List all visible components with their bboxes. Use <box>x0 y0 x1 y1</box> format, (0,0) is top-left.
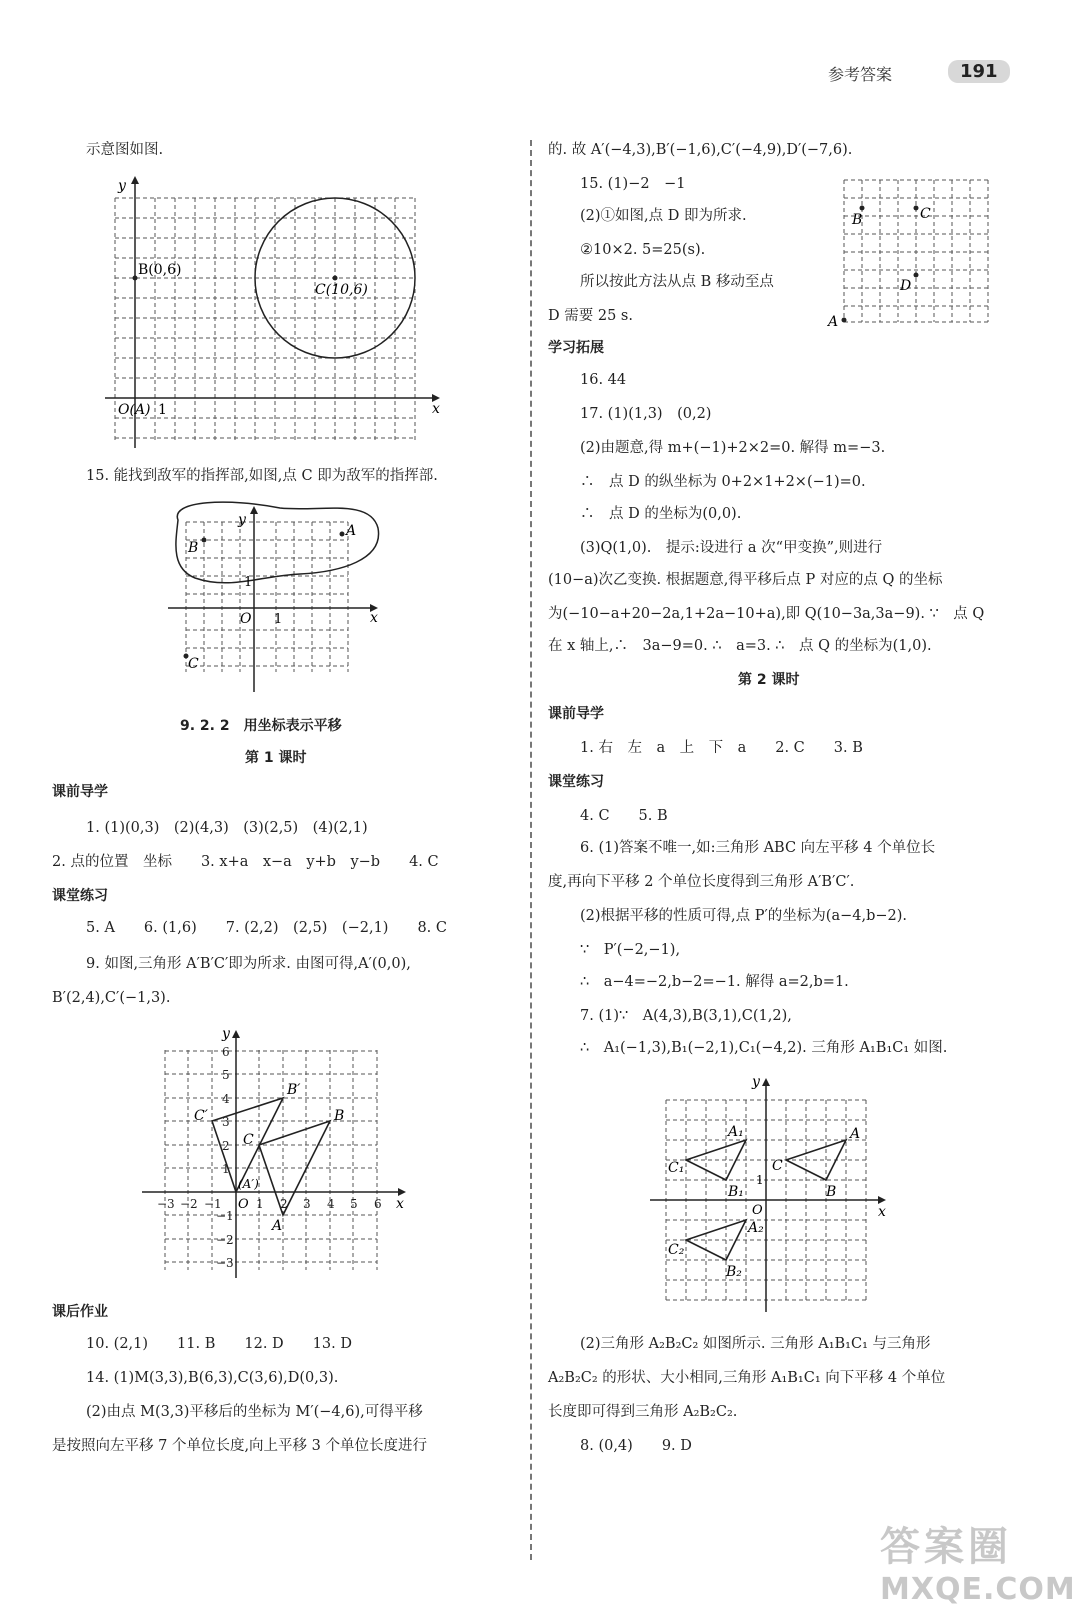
r-line-8: 8. (0,4) 9. D <box>580 1438 692 1454</box>
r-line-17d: ∴ 点 D 的坐标为(0,0). <box>580 506 742 522</box>
fig5-label-O: O <box>752 1203 763 1218</box>
heading-extension: 学习拓展 <box>548 340 604 356</box>
fig3-label-Bp: B′ <box>287 1082 301 1098</box>
answer-line-9b: B′(2,4),C′(−1,3). <box>52 990 171 1006</box>
fig3-xtick: −1 <box>204 1197 222 1211</box>
fig5-label-B: B <box>826 1184 837 1200</box>
answer-line-14b: (2)由点 M(3,3)平移后的坐标为 M′(−4,6),可得平移 <box>86 1404 423 1420</box>
fig1-label-1: 1 <box>158 402 167 418</box>
heading-class-practice-2: 课堂练习 <box>548 774 604 790</box>
r-line-17f: (10−a)次乙变换. 根据题意,得平移后点 P 对应的点 Q 的坐标 <box>548 572 943 588</box>
fig5-label-x: x <box>878 1204 886 1220</box>
fig3-label-A: A <box>272 1218 283 1234</box>
fig3-ytick: 6 <box>222 1045 230 1059</box>
answer-line-10: 10. (2,1) 11. B 12. D 13. D <box>86 1336 352 1352</box>
fig2-label-C: C <box>188 656 199 672</box>
r-line-6e: ∴ a−4=−2,b−2=−1. 解得 a=2,b=1. <box>580 974 849 990</box>
r-line-6b: 度,再向下平移 2 个单位长度得到三角形 A′B′C′. <box>548 874 855 890</box>
r-line-15a: 15. (1)−2 −1 <box>580 176 686 192</box>
fig5-label-A: A <box>850 1126 861 1142</box>
fig2-label-1x: 1 <box>274 612 283 627</box>
fig3-xtick: 3 <box>303 1197 311 1211</box>
answer-line-1: 1. (1)(0,3) (2)(4,3) (3)(2,5) (4)(2,1) <box>86 820 368 836</box>
intro-text: 示意图如图. <box>86 142 164 158</box>
fig4-label-D: D <box>900 278 912 294</box>
fig3-label-x: x <box>396 1196 404 1212</box>
answer-line-14a: 14. (1)M(3,3),B(6,3),C(3,6),D(0,3). <box>86 1370 339 1386</box>
fig3-label-C: C <box>243 1132 254 1148</box>
r-line-17e: (3)Q(1,0). 提示:设进行 a 次“甲变换”,则进行 <box>580 540 883 556</box>
r-line-6c: (2)根据平移的性质可得,点 P′的坐标为(a−4,b−2). <box>580 908 908 924</box>
fig5-label-y: y <box>752 1074 760 1090</box>
r-line-7c: (2)三角形 A₂B₂C₂ 如图所示. 三角形 A₁B₁C₁ 与三角形 <box>580 1336 931 1352</box>
r-line-p4: 4. C 5. B <box>580 808 668 824</box>
fig2-label-B: B <box>188 540 199 556</box>
r-line-15c: ②10×2. 5=25(s). <box>580 242 706 258</box>
fig3-xtick: 4 <box>327 1197 335 1211</box>
fig5-label-C1: C₁ <box>668 1160 685 1176</box>
fig2-label-x: x <box>370 610 378 626</box>
r-line-17b: (2)由题意,得 m+(−1)+2×2=0. 解得 m=−3. <box>580 440 886 456</box>
fig2-label-A: A <box>346 523 357 539</box>
r-line-15b: (2)①如图,点 D 即为所求. <box>580 208 747 224</box>
r-line-1: 的. 故 A′(−4,3),B′(−1,6),C′(−4,9),D′(−7,6). <box>548 142 853 158</box>
r-line-17g: 为(−10−a+20−2a,1+2a−10+a),即 Q(10−3a,3a−9). ∵ 点 Q <box>548 606 985 622</box>
fig2-label-1y: 1 <box>244 575 253 590</box>
heading-pre-study: 课前导学 <box>52 784 108 800</box>
heading-homework: 课后作业 <box>52 1304 108 1320</box>
heading-class-practice: 课堂练习 <box>52 888 108 904</box>
fig2-label-O: O <box>240 611 252 627</box>
fig3-ytick: 4 <box>222 1092 230 1106</box>
watermark-line-1: 答案圈 <box>880 1524 1012 1570</box>
r-line-7d: A₂B₂C₂ 的形状、大小相同,三角形 A₁B₁C₁ 向下平移 4 个单位 <box>548 1370 946 1386</box>
fig4-label-A: A <box>828 314 839 330</box>
fig3-label-B: B <box>334 1108 345 1124</box>
fig3-label-Cp: C′ <box>194 1108 208 1124</box>
answer-line-14c: 是按照向左平移 7 个单位长度,向上平移 3 个单位长度进行 <box>52 1438 427 1454</box>
fig3-ytick: −2 <box>216 1233 234 1247</box>
fig3-xtick: 2 <box>280 1197 288 1211</box>
fig5-label-B1: B₁ <box>728 1184 744 1200</box>
r-line-15d: 所以按此方法从点 B 移动至点 <box>580 274 774 290</box>
fig1-label-x: x <box>432 401 440 417</box>
fig5-label-A2: A₂ <box>748 1220 764 1236</box>
q15-text: 15. 能找到敌军的指挥部,如图,点 C 即为敌军的指挥部. <box>86 468 438 484</box>
fig3-xtick: 1 <box>256 1197 264 1211</box>
fig3-ytick: 1 <box>222 1162 230 1176</box>
r-line-7a: 7. (1)∵ A(4,3),B(3,1),C(1,2), <box>580 1008 792 1024</box>
fig3-label-Ap: (A′) <box>238 1177 259 1191</box>
fig5-label-1: 1 <box>756 1173 764 1187</box>
r-line-17a: 17. (1)(1,3) (0,2) <box>580 406 712 422</box>
r-line-7e: 长度即可得到三角形 A₂B₂C₂. <box>548 1404 738 1420</box>
watermark-line-2: MXQE.COM <box>880 1572 1076 1607</box>
fig3-ytick: −3 <box>216 1256 234 1270</box>
fig1-label-B: B(0,6) <box>138 262 182 278</box>
answer-line-5: 5. A 6. (1,6) 7. (2,2) (2,5) (−2,1) 8. C <box>86 920 447 936</box>
r-line-7b: ∴ A₁(−1,3),B₁(−2,1),C₁(−4,2). 三角形 A₁B₁C₁ 如图. <box>580 1040 948 1056</box>
fig3-ytick: 2 <box>222 1139 230 1153</box>
answer-line-9a: 9. 如图,三角形 A′B′C′即为所求. 由图可得,A′(0,0), <box>86 956 411 972</box>
r-line-p1: 1. 右 左 a 上 下 a 2. C 3. B <box>580 740 863 756</box>
r-line-15e: D 需要 25 s. <box>548 308 633 324</box>
fig3-ytick: −1 <box>216 1209 234 1223</box>
r-line-6d: ∵ P′(−2,−1), <box>580 942 681 958</box>
lesson1-title: 第 1 课时 <box>245 750 307 766</box>
fig5-label-A1: A₁ <box>728 1124 744 1140</box>
watermark-logo <box>880 1515 1076 1607</box>
answer-line-2: 2. 点的位置 坐标 3. x+a x−a y+b y−b 4. C <box>52 854 439 870</box>
heading-pre-study-2: 课前导学 <box>548 706 604 722</box>
r-line-17h: 在 x 轴上,∴ 3a−9=0. ∴ a=3. ∴ 点 Q 的坐标为(1,0). <box>548 638 932 654</box>
fig3-xtick: 5 <box>350 1197 358 1211</box>
fig3-xtick: −2 <box>180 1197 198 1211</box>
fig4-label-C: C <box>920 206 931 222</box>
fig3-ytick: 5 <box>222 1068 230 1082</box>
fig5-label-C2: C₂ <box>668 1242 685 1258</box>
fig3-xtick: 6 <box>374 1197 382 1211</box>
page-number: 191 <box>948 60 1010 83</box>
fig1-label-O: O(A) <box>118 402 151 418</box>
fig4-label-B: B <box>852 212 863 228</box>
fig1-label-C: C(10,6) <box>315 282 368 298</box>
fig3-label-y: y <box>222 1026 230 1042</box>
fig5-label-B2: B₂ <box>726 1264 742 1280</box>
fig3-ytick: 3 <box>222 1115 230 1129</box>
r-line-16: 16. 44 <box>580 372 627 388</box>
r-line-17c: ∴ 点 D 的纵坐标为 0+2×1+2×(−1)=0. <box>580 474 866 490</box>
section-title: 9. 2. 2 用坐标表示平移 <box>180 718 342 734</box>
lesson2-title: 第 2 课时 <box>738 672 800 688</box>
fig1-label-y: y <box>118 178 126 194</box>
r-line-6a: 6. (1)答案不唯一,如:三角形 ABC 向左平移 4 个单位长 <box>580 840 936 856</box>
fig5-label-C: C <box>772 1158 783 1174</box>
fig2-label-y: y <box>238 512 246 528</box>
fig3-xtick: −3 <box>157 1197 175 1211</box>
fig3-label-O: O <box>238 1197 249 1212</box>
page-header-title: 参考答案 <box>828 65 893 84</box>
